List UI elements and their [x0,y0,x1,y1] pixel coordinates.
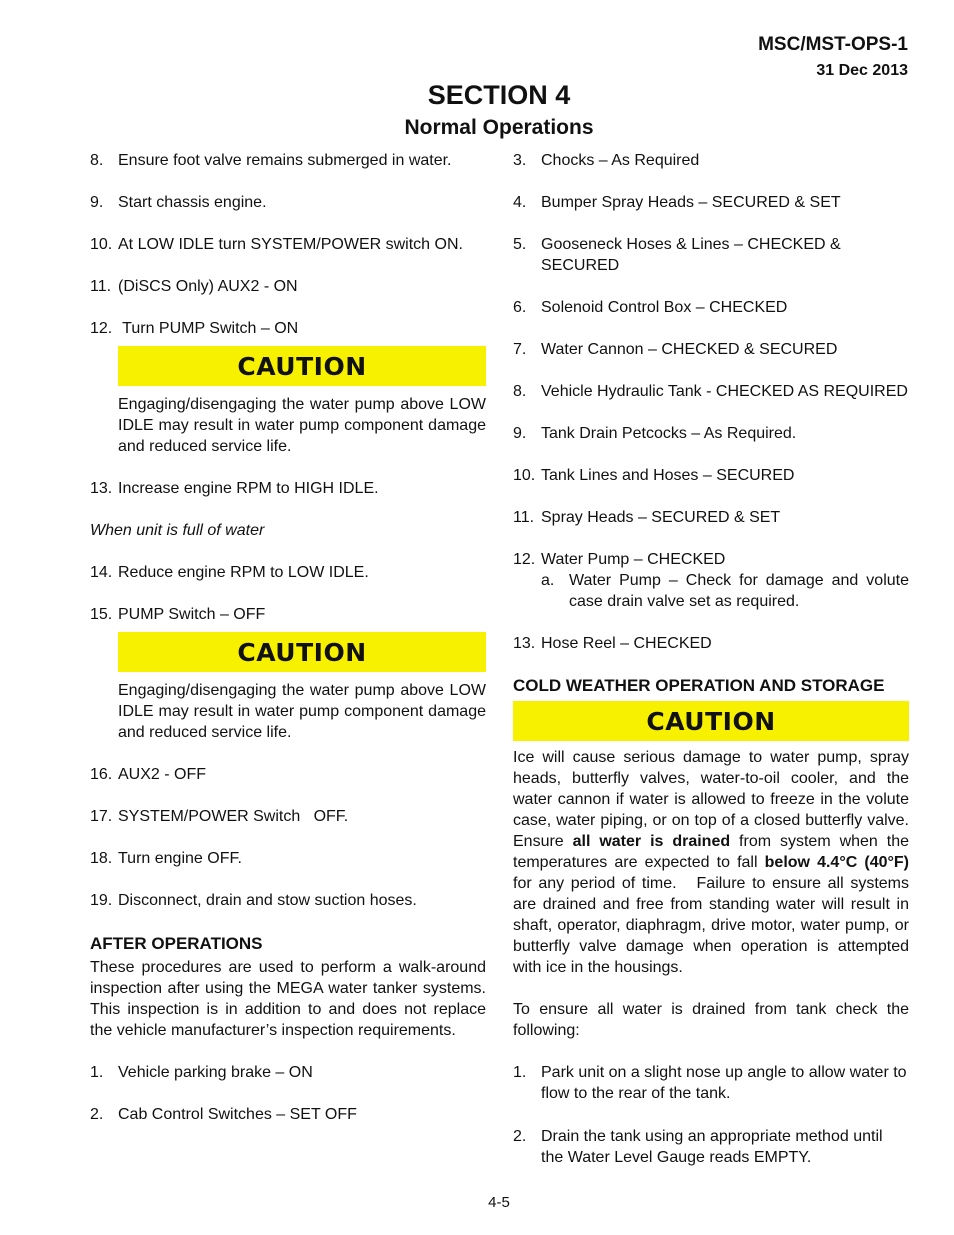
list-item [90,318,486,339]
item-text: Turn PUMP Switch – ON [118,320,299,337]
item-text: Disconnect, drain and stow suction hoses. [118,892,417,909]
list-item [513,234,909,276]
list-item [513,150,909,171]
list-item [90,478,486,499]
item-number: 15. [90,606,113,623]
list-item [90,604,486,625]
item-number: 10. [90,236,113,253]
item-number: 11. [90,278,112,295]
list-item [90,562,486,583]
emphasis-text: all water is drained [572,833,731,850]
list-item [90,192,486,213]
caution-banner: CAUTION [513,701,909,741]
paragraph-text: Ice will cause serious damage to water pump, spray heads, butterfly valves, water-to-oil cooler, and the water cannon if water is allowed to freeze in the volute case, water piping, or on top of a closed butterfly valve. Ensure [513,749,909,850]
item-number: 3. [513,152,527,169]
cold-weather-paragraph [513,747,914,978]
item-text: AUX2 - OFF [118,766,207,783]
item-text: Reduce engine RPM to LOW IDLE. [118,564,369,581]
item-text: Solenoid Control Box – CHECKED [541,299,788,316]
caution-text: Engaging/disengaging the water pump above LOW IDLE may result in water pump component damage and reduced service life. [118,396,486,455]
item-number: 2. [513,1128,527,1145]
item-text: Vehicle Hydraulic Tank - CHECKED AS REQUIRED [541,383,908,400]
after-operations-heading: AFTER OPERATIONS [90,934,263,953]
item-number: 13. [90,480,113,497]
item-number: 4. [513,194,527,211]
list-item [513,633,909,654]
cold-weather-heading: COLD WEATHER OPERATION AND STORAGE [513,676,885,695]
item-number: 2. [90,1106,104,1123]
list-item [513,381,909,402]
item-text: Increase engine RPM to HIGH IDLE. [118,480,379,497]
item-text: Cab Control Switches – SET OFF [118,1106,357,1123]
item-text: Spray Heads – SECURED & SET [541,509,781,526]
list-item [90,150,486,171]
after-operations-text: These procedures are used to perform a walk-around inspection after using the MEGA water tanker systems. This inspection is in addition to and does not replace the vehicle manufacturer’s inspection requirements. [90,959,486,1039]
item-number: 1. [90,1064,104,1081]
list-item [513,1062,909,1104]
list-item [513,339,909,360]
page-number: 4-5 [488,1194,510,1211]
list-item [513,192,909,213]
item-number: 10. [513,467,536,484]
item-number: 8. [513,383,527,400]
list-item [90,848,486,869]
section-subtitle: Normal Operations [404,116,594,139]
list-item [90,1104,486,1125]
item-text: Park unit on a slight nose up angle to allow water to flow to the rear of the tank. [541,1064,907,1102]
item-number: 6. [513,299,527,316]
caution-text: Engaging/disengaging the water pump above LOW IDLE may result in water pump component damage and reduced service life. [118,682,486,741]
list-item [90,1062,486,1083]
item-text: Vehicle parking brake – ON [118,1064,313,1081]
item-text: PUMP Switch – OFF [118,606,266,623]
item-text: Water Cannon – CHECKED & SECURED [541,341,838,358]
item-number: 12. [90,320,113,337]
item-number: 8. [90,152,104,169]
item-text: Chocks – As Required [541,152,700,169]
item-text: Turn engine OFF. [118,850,242,867]
list-item [513,1126,909,1168]
paragraph-text: from system when the temperatures are expected to fall [513,833,909,871]
list-item [90,890,486,911]
item-text: Gooseneck Hoses & Lines – CHECKED & SECURED [541,236,841,274]
item-text: Ensure foot valve remains submerged in water. [118,152,452,169]
caution-banner: CAUTION [118,346,486,386]
item-text: At LOW IDLE turn SYSTEM/POWER switch ON. [118,236,463,253]
list-item [513,465,909,486]
item-text: Hose Reel – CHECKED [541,635,712,652]
item-text: Water Pump – CHECKED [541,551,726,568]
emphasis-text: below 4.4°C (40°F) [764,854,909,871]
item-text: SYSTEM/POWER Switch OFF. [118,808,349,825]
item-number: 1. [513,1064,527,1081]
list-item [90,764,486,785]
tank-check-intro: To ensure all water is drained from tank check the following: [513,1001,909,1039]
sub-item-letter: a. [541,572,555,589]
item-number: 12. [513,551,536,568]
item-number: 5. [513,236,527,253]
left-column [90,150,486,1146]
list-item [513,507,909,528]
list-item [513,549,909,612]
document-id: MSC/MST-OPS-1 [758,34,908,55]
item-number: 11. [513,509,535,526]
item-text: Drain the tank using an appropriate method until the Water Level Gauge reads EMPTY. [541,1128,883,1166]
list-item [90,276,486,297]
caution-banner: CAUTION [118,632,486,672]
item-number: 18. [90,850,113,867]
item-number: 9. [513,425,527,442]
item-number: 19. [90,892,113,909]
item-text: Start chassis engine. [118,194,267,211]
item-number: 17. [90,808,113,825]
section-title: SECTION 4 [427,80,571,110]
sub-item [541,570,909,612]
list-item [513,297,909,318]
list-item [513,423,909,444]
item-text: Tank Drain Petcocks – As Required. [541,425,797,442]
document-date: 31 Dec 2013 [816,62,908,79]
right-column [513,150,914,1189]
item-text: Bumper Spray Heads – SECURED & SET [541,194,841,211]
italic-note: When unit is full of water [90,522,265,539]
paragraph-text: for any period of time. Failure to ensure all systems are drained and free from standing water will result in shaft, operator, diaphragm, drive motor, water pump, or butterfly valve damage when operation is attempted with ice in the housings. [513,854,914,976]
item-number: 7. [513,341,527,358]
item-text: Tank Lines and Hoses – SECURED [541,467,795,484]
item-text: (DiSCS Only) AUX2 - ON [118,278,298,295]
item-number: 9. [90,194,104,211]
item-number: 16. [90,766,113,783]
item-number: 13. [513,635,536,652]
sub-item-text: Water Pump – Check for damage and volute case drain valve set as required. [569,572,909,610]
list-item [90,234,486,255]
list-item [90,806,486,827]
item-number: 14. [90,564,113,581]
